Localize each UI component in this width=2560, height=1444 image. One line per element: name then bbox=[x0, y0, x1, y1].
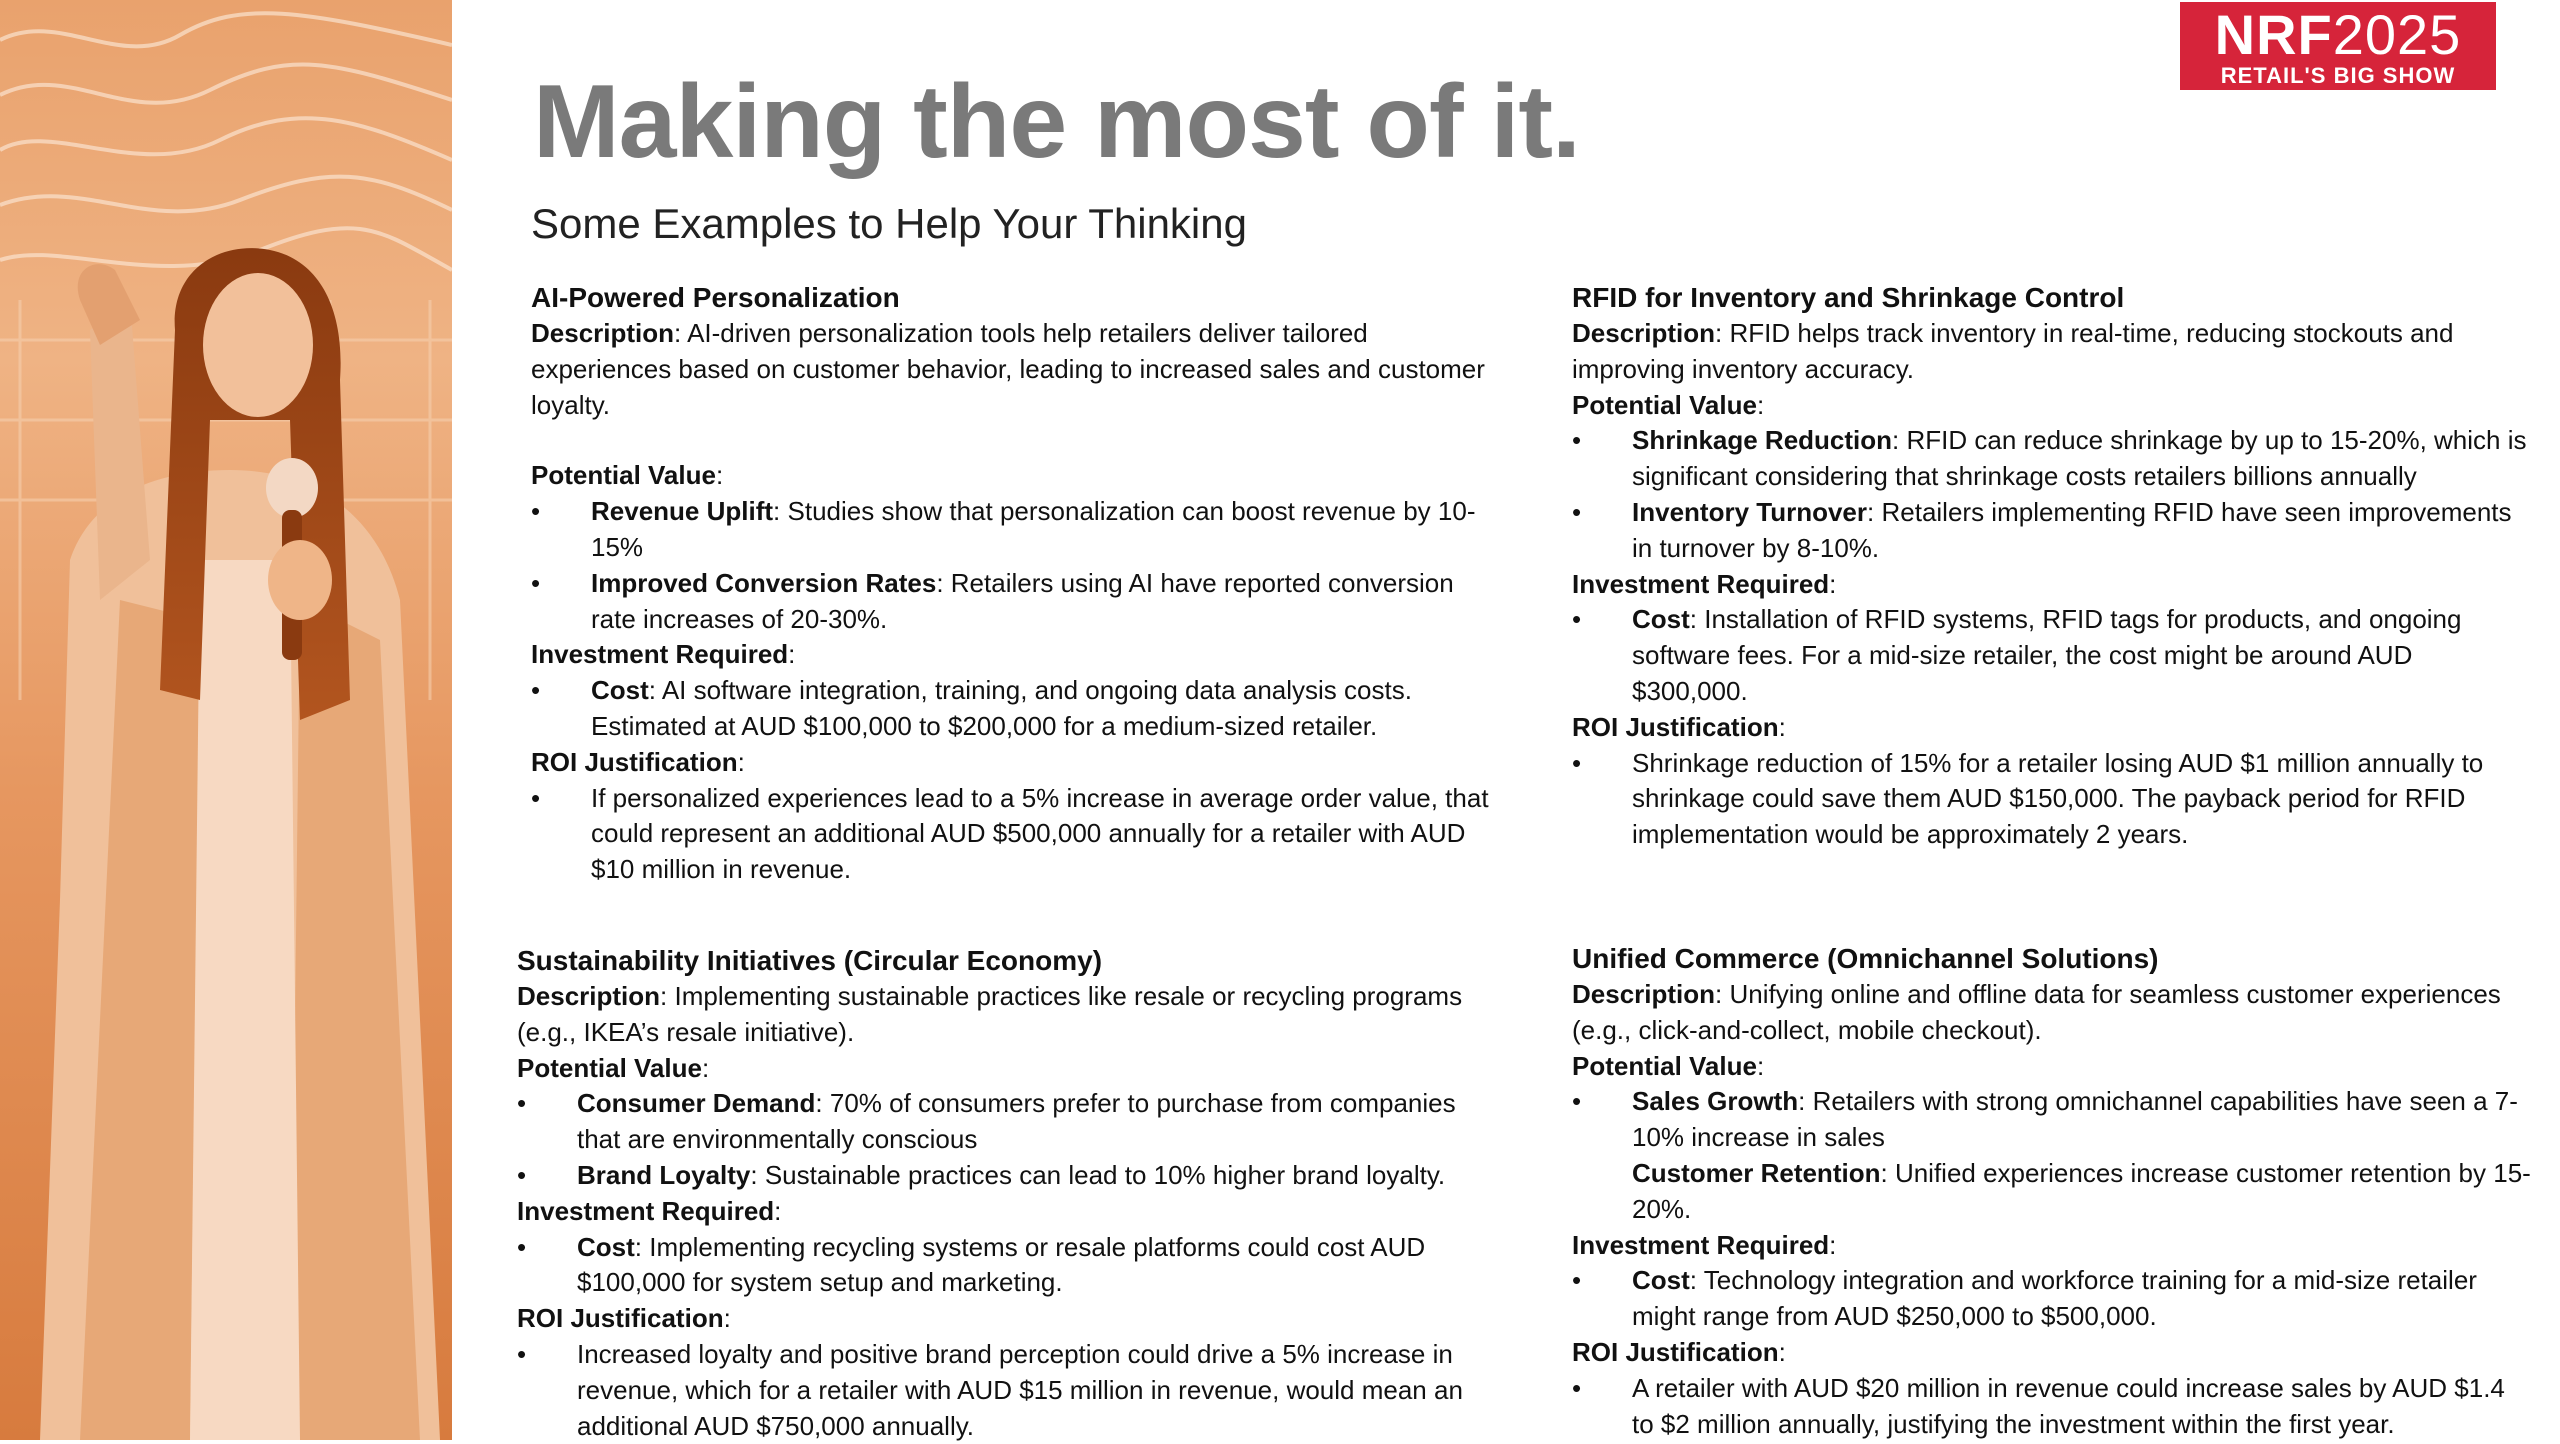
page-subtitle: Some Examples to Help Your Thinking bbox=[531, 200, 1247, 247]
roi-bullet: • Shrinkage reduction of 15% for a retailer losing AUD $1 million annually to shrinkage could save them AUD $150,000. The payback period for RFID implementation would be approximately 2 years. bbox=[1572, 747, 2484, 850]
investment-label: Investment Required: bbox=[1572, 568, 1837, 599]
description-paragraph: Description: AI-driven personalization tools help retailers deliver tailored experiences based on customer behavior, leading to increased sales and customer loyalty. bbox=[531, 318, 1485, 420]
roi-label: ROI Justification: bbox=[517, 1303, 731, 1334]
cost-bullet: • Cost: Technology integration and workforce training for a mid-size retailer might range from AUD $250,000 to $500,000. bbox=[1572, 1265, 2477, 1332]
value-bullet: • Revenue Uplift: Studies show that personalization can boost revenue by 10-15% bbox=[531, 496, 1476, 562]
nrf-2025-logo bbox=[2180, 2, 2496, 90]
presenter-photo bbox=[0, 0, 452, 1440]
roi-label: ROI Justification: bbox=[1572, 711, 1786, 742]
description-paragraph: Description: Implementing sustainable practices like resale or recycling programs (e.g., IKEA’s resale initiative). bbox=[517, 981, 1463, 1047]
investment-label: Investment Required: bbox=[517, 1195, 782, 1226]
section-heading: Sustainability Initiatives (Circular Economy) bbox=[517, 945, 1103, 976]
roi-bullet: • A retailer with AUD $20 million in revenue could increase sales by AUD $1.4 to $2 million annually, justifying the investment within the first year. bbox=[1572, 1372, 2505, 1439]
value-bullet: • Shrinkage Reduction: RFID can reduce shrinkage by up to 15-20%, which is significant considering that shrinkage costs retailers billions annually bbox=[1572, 425, 2527, 492]
potential-value-label: Potential Value: bbox=[1572, 1050, 1765, 1081]
cost-bullet: • Cost: Installation of RFID systems, RFID tags for products, and ongoing software fees. For a mid-size retailer, the cost might be around AUD $300,000. bbox=[1572, 604, 2462, 706]
logo-brand: NRF bbox=[2214, 3, 2333, 66]
section-rfid bbox=[1572, 280, 2527, 853]
logo-tagline: RETAIL'S BIG SHOW bbox=[2220, 63, 2456, 88]
logo-year: 2025 bbox=[2332, 3, 2462, 66]
potential-value-label: Potential Value: bbox=[517, 1052, 710, 1083]
roi-label: ROI Justification: bbox=[531, 746, 745, 777]
potential-value-label: Potential Value: bbox=[531, 460, 724, 491]
value-bullet: • Sales Growth: Retailers with strong omnichannel capabilities have seen a 7-10% increase in sales bbox=[1572, 1086, 2518, 1153]
value-bullet: • Inventory Turnover: Retailers implementing RFID have seen improvements in turnover by 8-10%. bbox=[1572, 496, 2512, 563]
description-paragraph: Description: Unifying online and offline data for seamless customer experiences (e.g., click-and-collect, mobile checkout). bbox=[1572, 979, 2501, 1045]
description-paragraph: Description: RFID helps track inventory in real-time, reducing stockouts and improving inventory accuracy. bbox=[1572, 318, 2454, 384]
section-ai-personalization bbox=[531, 280, 1491, 888]
value-line: Customer Retention: Unified experiences increase customer retention by 15-20%. bbox=[1632, 1157, 2531, 1224]
section-unified-commerce bbox=[1572, 941, 2532, 1442]
page-title: Making the most of it. bbox=[533, 64, 1580, 180]
roi-bullet: • If personalized experiences lead to a 5% increase in average order value, that could represent an additional AUD $500,000 annually for a retailer with AUD $10 million in revenue. bbox=[531, 782, 1489, 885]
section-heading: Unified Commerce (Omnichannel Solutions) bbox=[1572, 943, 2159, 974]
section-heading: RFID for Inventory and Shrinkage Control bbox=[1572, 282, 2125, 313]
cost-bullet: • Cost: AI software integration, training, and ongoing data analysis costs. Estimated at AUD $100,000 to $200,000 for a medium-sized retailer. bbox=[531, 675, 1412, 741]
value-bullet: • Improved Conversion Rates: Retailers using AI have reported conversion rate increases of 20-30%. bbox=[531, 567, 1454, 634]
cost-bullet: • Cost: Implementing recycling systems or resale platforms could cost AUD $100,000 for system setup and marketing. bbox=[517, 1231, 1426, 1298]
roi-label: ROI Justification: bbox=[1572, 1336, 1786, 1367]
value-bullet: • Consumer Demand: 70% of consumers prefer to purchase from companies that are environmentally conscious bbox=[517, 1088, 1456, 1155]
value-bullet: • Brand Loyalty: Sustainable practices can lead to 10% higher brand loyalty. bbox=[517, 1159, 1446, 1190]
potential-value-label: Potential Value: bbox=[1572, 389, 1765, 420]
roi-bullet: • Increased loyalty and positive brand perception could drive a 5% increase in revenue, which for a retailer with AUD $15 million in revenue, would mean an additional AUD $750,000 annually. bbox=[517, 1338, 1463, 1441]
investment-label: Investment Required: bbox=[531, 639, 796, 670]
investment-label: Investment Required: bbox=[1572, 1229, 1837, 1260]
section-sustainability bbox=[517, 943, 1492, 1444]
section-heading: AI-Powered Personalization bbox=[531, 282, 900, 313]
